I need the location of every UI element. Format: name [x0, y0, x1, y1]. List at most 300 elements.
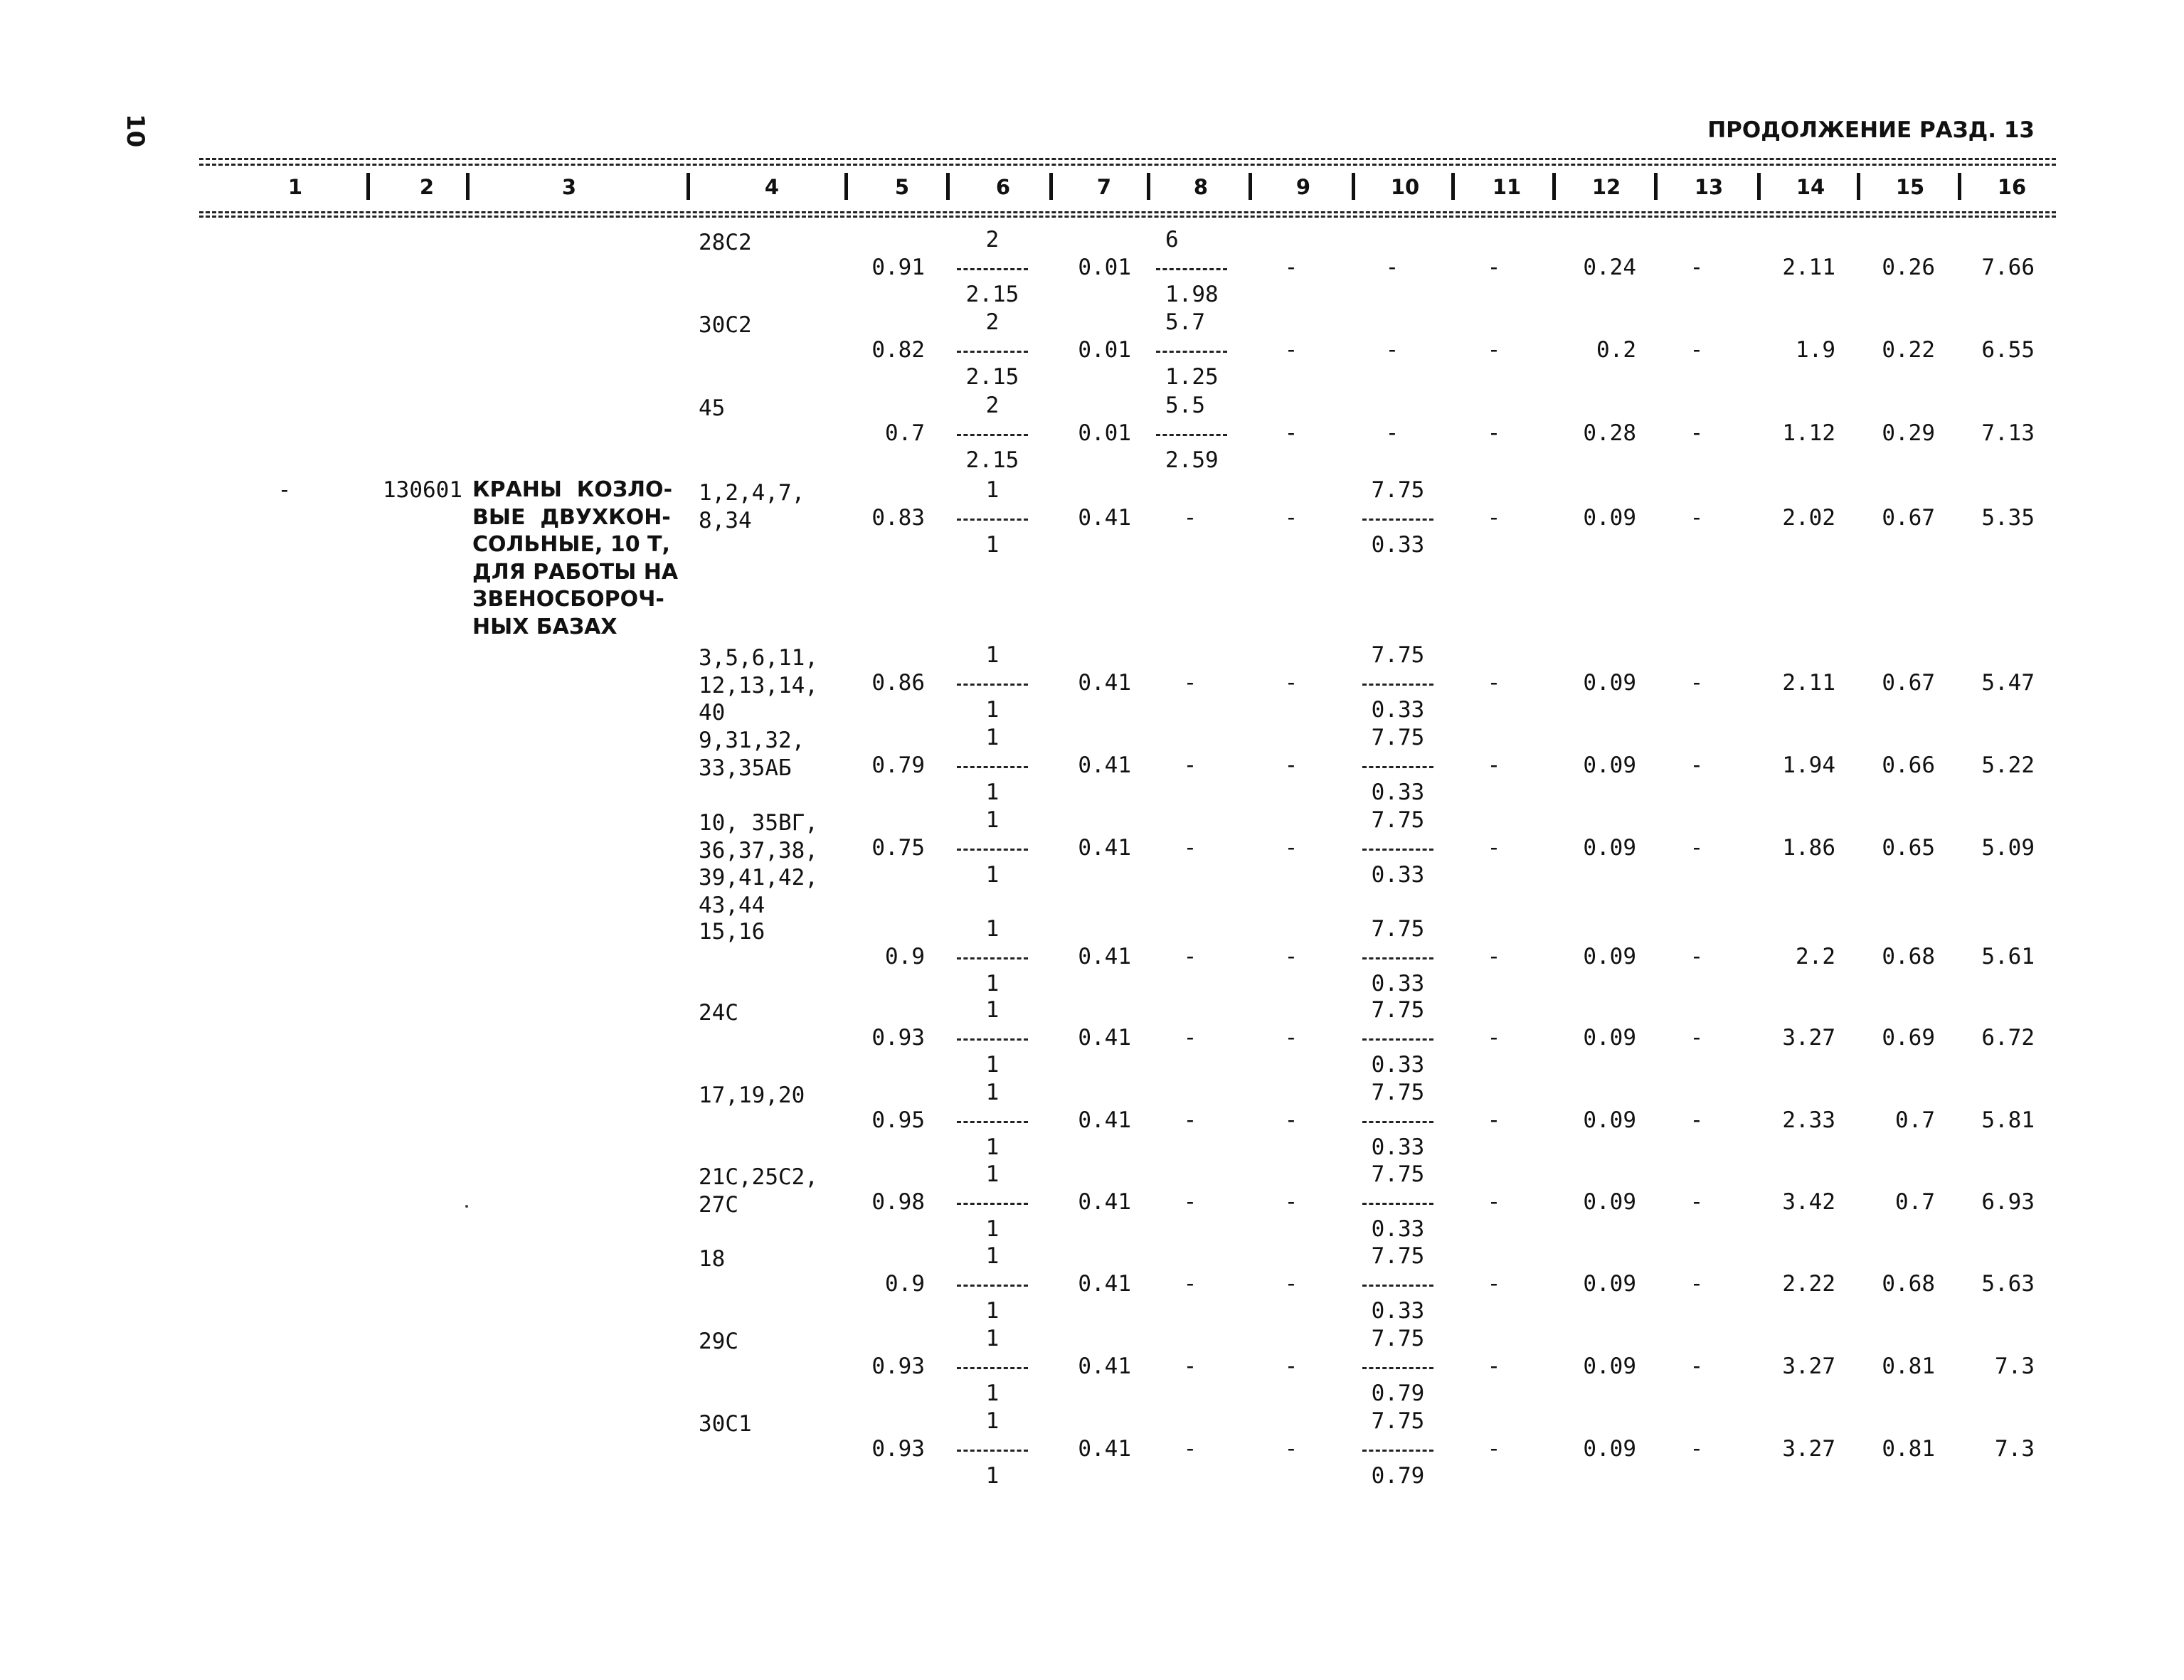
cell-col10: - [1385, 336, 1399, 363]
cell-col7: 0.41 [1078, 1107, 1131, 1133]
cell-col6-denominator: 1 [985, 1134, 1000, 1160]
cell-col15: 0.67 [1882, 504, 1935, 531]
cell-col13: - [1690, 336, 1704, 363]
fraction-bar-col6 [957, 519, 1028, 521]
cell-col12: 0.28 [1583, 420, 1636, 446]
cell-col8-numerator: 6 [1165, 227, 1179, 252]
cell-col16: 7.66 [1981, 254, 2035, 280]
object-list-line: 36,37,38, [699, 837, 818, 863]
cell-col15: 0.7 [1895, 1107, 1935, 1133]
group-name-line: ДЛЯ РАБОТЫ НА [472, 559, 679, 585]
cell-col16: 5.35 [1981, 504, 2035, 531]
column-separator [1958, 173, 1961, 200]
object-list-line: 9,31,32, [699, 728, 805, 753]
column-header-8: 8 [1193, 175, 1209, 199]
cell-col14: 2.02 [1782, 504, 1835, 531]
cell-col7: 0.41 [1078, 1270, 1131, 1297]
cell-col10-numerator: 7.75 [1371, 807, 1425, 833]
fraction-bar-col8 [1156, 268, 1227, 270]
cell-col14: 3.27 [1782, 1353, 1835, 1379]
fraction-bar-col6 [957, 957, 1028, 959]
cell-col8: - [1183, 834, 1197, 861]
column-header-13: 13 [1694, 175, 1724, 199]
cell-col13: - [1690, 1270, 1704, 1297]
cell-col13: - [1690, 1107, 1704, 1133]
header-top-rule [199, 158, 2056, 160]
cell-col5: 0.93 [871, 1024, 925, 1051]
fraction-bar-col10 [1362, 1285, 1433, 1287]
object-list-line: 29С [699, 1329, 738, 1354]
cell-col13: - [1690, 669, 1704, 696]
cell-object-list [699, 1328, 848, 1356]
cell-col7: 0.41 [1078, 752, 1131, 778]
cell-col13: - [1690, 1353, 1704, 1379]
cell-col11: - [1487, 943, 1501, 969]
column-separator [1857, 173, 1860, 200]
cell-col9: - [1284, 1270, 1298, 1297]
cell-col8: - [1183, 752, 1197, 778]
cell-col16: 7.13 [1981, 420, 2035, 446]
cell-col13: - [1690, 1435, 1704, 1462]
group-code: 130601 [383, 477, 462, 503]
cell-col10-numerator: 7.75 [1371, 725, 1425, 750]
cell-col11: - [1487, 336, 1501, 363]
object-list-line: 3,5,6,11, [699, 645, 818, 671]
fraction-bar-col6 [957, 1450, 1028, 1452]
cell-object-list [699, 1082, 848, 1110]
fraction-bar-col6 [957, 434, 1028, 436]
cell-col14: 3.42 [1782, 1189, 1835, 1215]
cell-col12: 0.09 [1583, 943, 1636, 969]
cell-col12: 0.09 [1583, 1435, 1636, 1462]
cell-col11: - [1487, 669, 1501, 696]
cell-col9: - [1284, 336, 1298, 363]
column-separator [687, 173, 690, 200]
column-separator [1249, 173, 1252, 200]
column-header-6: 6 [995, 175, 1011, 199]
column-header-9: 9 [1295, 175, 1311, 199]
object-list-line: 17,19,20 [699, 1083, 805, 1108]
cell-col7: 0.41 [1078, 1435, 1131, 1462]
cell-col7: 0.41 [1078, 669, 1131, 696]
cell-col5: 0.7 [885, 420, 925, 446]
column-separator [1147, 173, 1150, 200]
cell-col14: 2.11 [1782, 669, 1835, 696]
cell-col16: 5.09 [1981, 834, 2035, 861]
cell-col11: - [1487, 1189, 1501, 1215]
cell-col10-numerator: 7.75 [1371, 1326, 1425, 1351]
cell-col6-denominator: 1 [985, 532, 1000, 558]
cell-col8: - [1183, 669, 1197, 696]
object-list-line: 27С [699, 1191, 738, 1218]
cell-col10: - [1385, 420, 1399, 446]
column-header-2: 2 [419, 175, 435, 199]
cell-object-list [699, 1164, 848, 1218]
cell-col15: 0.7 [1895, 1189, 1935, 1215]
cell-col9: - [1284, 1435, 1298, 1462]
column-header-11: 11 [1492, 175, 1522, 199]
cell-col13: - [1690, 943, 1704, 969]
cell-col8: - [1183, 504, 1197, 531]
cell-col5: 0.91 [871, 254, 925, 280]
object-list-line: 28С2 [699, 230, 752, 255]
cell-col11: - [1487, 834, 1501, 861]
cell-object-list [699, 1245, 848, 1273]
group-name-line: ЗВЕНОСБОРОЧ- [472, 587, 664, 612]
cell-col7: 0.41 [1078, 943, 1131, 969]
cell-col14: 2.22 [1782, 1270, 1835, 1297]
cell-col16: 7.3 [1995, 1435, 2035, 1462]
cell-col11: - [1487, 1353, 1501, 1379]
cell-col8: - [1183, 943, 1197, 969]
group-name-line: СОЛЬНЫЕ, 10 Т, [472, 532, 670, 557]
cell-col6-denominator: 1 [985, 1052, 1000, 1078]
fraction-bar-col6 [957, 1038, 1028, 1041]
cell-col6-numerator: 1 [985, 1161, 1000, 1187]
cell-object-list [699, 312, 848, 339]
column-header-15: 15 [1895, 175, 1925, 199]
cell-col6-denominator: 2.15 [965, 364, 1019, 390]
cell-col7: 0.41 [1078, 504, 1131, 531]
cell-col9: - [1284, 1353, 1298, 1379]
cell-object-list [699, 229, 848, 257]
fraction-bar-col10 [1362, 849, 1433, 851]
cell-col7: 0.01 [1078, 254, 1131, 280]
object-list-line: 21С,25С2, [699, 1164, 818, 1190]
cell-col16: 5.61 [1981, 943, 2035, 969]
cell-col6-denominator: 1 [985, 862, 1000, 888]
cell-col10-denominator: 0.33 [1371, 971, 1425, 996]
cell-object-list [699, 1410, 848, 1438]
cell-col16: 5.22 [1981, 752, 2035, 778]
column-separator [1352, 173, 1355, 200]
cell-col5: 0.93 [871, 1435, 925, 1462]
fraction-bar-col10 [1362, 766, 1433, 768]
object-list-line: 18 [699, 1246, 726, 1272]
cell-col12: 0.09 [1583, 1107, 1636, 1133]
cell-col9: - [1284, 752, 1298, 778]
cell-col6-denominator: 2.15 [965, 447, 1019, 473]
cell-object-list [699, 999, 848, 1027]
cell-col13: - [1690, 752, 1704, 778]
column-header-14: 14 [1796, 175, 1825, 199]
cell-col16: 5.81 [1981, 1107, 2035, 1133]
cell-col8-numerator: 5.7 [1165, 309, 1205, 335]
cell-col15: 0.68 [1882, 943, 1935, 969]
fraction-bar-col10 [1362, 1038, 1433, 1041]
cell-col14: 2.11 [1782, 254, 1835, 280]
cell-col11: - [1487, 1024, 1501, 1051]
cell-col8-denominator: 1.98 [1165, 282, 1219, 307]
cell-col13: - [1690, 1189, 1704, 1215]
cell-col15: 0.68 [1882, 1270, 1935, 1297]
cell-object-list [699, 809, 848, 919]
object-list-line: 39,41,42, [699, 865, 818, 890]
cell-col10-numerator: 7.75 [1371, 1408, 1425, 1434]
group-name [472, 477, 679, 641]
cell-col6-denominator: 1 [985, 780, 1000, 805]
fraction-bar-col6 [957, 766, 1028, 768]
cell-col14: 1.94 [1782, 752, 1835, 778]
cell-col11: - [1487, 420, 1501, 446]
cell-col8: - [1183, 1435, 1197, 1462]
column-header-4: 4 [764, 175, 780, 199]
fraction-bar-col6 [957, 1121, 1028, 1123]
cell-col10-numerator: 7.75 [1371, 642, 1425, 668]
cell-col14: 1.12 [1782, 420, 1835, 446]
cell-col15: 0.66 [1882, 752, 1935, 778]
fraction-bar-col10 [1362, 1450, 1433, 1452]
cell-col7: 0.01 [1078, 420, 1131, 446]
cell-col16: 6.55 [1981, 336, 2035, 363]
fraction-bar-col6 [957, 268, 1028, 270]
cell-object-list [699, 727, 848, 782]
cell-col13: - [1690, 254, 1704, 280]
cell-col10-denominator: 0.33 [1371, 1134, 1425, 1160]
cell-col12: 0.09 [1583, 1024, 1636, 1051]
cell-col7: 0.41 [1078, 1353, 1131, 1379]
cell-col14: 3.27 [1782, 1024, 1835, 1051]
cell-col9: - [1284, 834, 1298, 861]
cell-col10-numerator: 7.75 [1371, 477, 1425, 503]
cell-col9: - [1284, 1107, 1298, 1133]
cell-col6-numerator: 1 [985, 997, 1000, 1023]
fraction-bar-col10 [1362, 684, 1433, 686]
cell-col8: - [1183, 1107, 1197, 1133]
column-separator [466, 173, 470, 200]
cell-object-list [699, 479, 848, 534]
column-separator [1552, 173, 1556, 200]
fraction-bar-col10 [1362, 1367, 1433, 1369]
cell-col15: 0.22 [1882, 336, 1935, 363]
cell-col6-numerator: 1 [985, 1326, 1000, 1351]
group-flag: - [277, 477, 292, 503]
object-list-line: 45 [699, 395, 726, 421]
column-header-3: 3 [561, 175, 577, 199]
page-number: 10 [121, 114, 149, 148]
fraction-bar-col10 [1362, 957, 1433, 959]
column-header-10: 10 [1390, 175, 1420, 199]
cell-col6-numerator: 1 [985, 807, 1000, 833]
cell-col6-denominator: 1 [985, 1298, 1000, 1324]
cell-col9: - [1284, 420, 1298, 446]
object-list-line: 40 [699, 700, 726, 725]
cell-col15: 0.65 [1882, 834, 1935, 861]
object-list-line: 15,16 [699, 919, 765, 945]
cell-col10-denominator: 0.33 [1371, 532, 1425, 558]
cell-col6-denominator: 1 [985, 971, 1000, 996]
cell-col10-numerator: 7.75 [1371, 1243, 1425, 1269]
cell-col8: - [1183, 1189, 1197, 1215]
fraction-bar-col6 [957, 351, 1028, 353]
column-separator [1654, 173, 1658, 200]
object-list-line: 43,44 [699, 892, 765, 918]
cell-col11: - [1487, 1107, 1501, 1133]
cell-col11: - [1487, 1270, 1501, 1297]
cell-col10-denominator: 0.33 [1371, 1298, 1425, 1324]
cell-col16: 6.72 [1981, 1024, 2035, 1051]
cell-col11: - [1487, 752, 1501, 778]
cell-object-list [699, 395, 848, 422]
header-bottom-rule [199, 211, 2056, 213]
cell-col10-denominator: 0.79 [1371, 1381, 1425, 1406]
column-separator [946, 173, 950, 200]
header-top-rule-2 [199, 164, 2056, 166]
cell-col12: 0.09 [1583, 834, 1636, 861]
cell-col16: 5.47 [1981, 669, 2035, 696]
fraction-bar-col6 [957, 684, 1028, 686]
column-separator [844, 173, 848, 200]
fraction-bar-col10 [1362, 1203, 1433, 1205]
cell-col5: 0.98 [871, 1189, 925, 1215]
cell-col14: 2.2 [1796, 943, 1835, 969]
cell-col12: 0.24 [1583, 254, 1636, 280]
cell-col7: 0.01 [1078, 336, 1131, 363]
cell-col14: 1.86 [1782, 834, 1835, 861]
cell-col14: 1.9 [1796, 336, 1835, 363]
cell-col5: 0.93 [871, 1353, 925, 1379]
column-header-7: 7 [1096, 175, 1112, 199]
cell-col7: 0.41 [1078, 1024, 1131, 1051]
cell-col10-denominator: 0.79 [1371, 1463, 1425, 1489]
cell-col6-denominator: 2.15 [965, 282, 1019, 307]
cell-col8-numerator: 5.5 [1165, 393, 1205, 418]
fraction-bar-col6 [957, 1203, 1028, 1205]
cell-col12: 0.09 [1583, 752, 1636, 778]
column-separator [1757, 173, 1761, 200]
cell-col5: 0.9 [885, 943, 925, 969]
object-list-line: 33,35АБ [699, 755, 792, 781]
cell-col12: 0.09 [1583, 1189, 1636, 1215]
cell-col9: - [1284, 254, 1298, 280]
column-header-16: 16 [1997, 175, 2027, 199]
cell-col10-denominator: 0.33 [1371, 697, 1425, 723]
object-list-line: 1,2,4,7, [699, 480, 805, 506]
column-separator [366, 173, 370, 200]
cell-col10-numerator: 7.75 [1371, 997, 1425, 1023]
object-list-line: 10, 35ВГ, [699, 810, 818, 836]
cell-col15: 0.67 [1882, 669, 1935, 696]
cell-col15: 0.29 [1882, 420, 1935, 446]
cell-col8: - [1183, 1353, 1197, 1379]
cell-col8: - [1183, 1270, 1197, 1297]
cell-object-list [699, 918, 848, 946]
fraction-bar-col10 [1362, 1121, 1433, 1123]
cell-col5: 0.83 [871, 504, 925, 531]
cell-col9: - [1284, 504, 1298, 531]
cell-col6-numerator: 2 [985, 309, 1000, 335]
column-header-12: 12 [1591, 175, 1621, 199]
object-list-line: 24С [699, 1000, 738, 1026]
cell-col5: 0.86 [871, 669, 925, 696]
cell-col12: 0.2 [1596, 336, 1636, 363]
cell-col9: - [1284, 1189, 1298, 1215]
cell-col5: 0.79 [871, 752, 925, 778]
cell-col14: 3.27 [1782, 1435, 1835, 1462]
cell-col6-numerator: 2 [985, 393, 1000, 418]
column-header-1: 1 [287, 175, 303, 199]
cell-col8-denominator: 2.59 [1165, 447, 1219, 473]
fraction-bar-col6 [957, 1285, 1028, 1287]
cell-col6-denominator: 1 [985, 1216, 1000, 1242]
cell-col8: - [1183, 1024, 1197, 1051]
cell-col12: 0.09 [1583, 1353, 1636, 1379]
fraction-bar-col6 [957, 849, 1028, 851]
fraction-bar-col8 [1156, 434, 1227, 436]
cell-col13: - [1690, 834, 1704, 861]
cell-col16: 5.63 [1981, 1270, 2035, 1297]
group-name-line: ВЫЕ ДВУХКОН- [472, 504, 671, 530]
group-name-line: КРАНЫ КОЗЛО- [472, 477, 673, 502]
column-header-5: 5 [894, 175, 910, 199]
header-bottom-rule-2 [199, 216, 2056, 218]
cell-col5: 0.75 [871, 834, 925, 861]
cell-col9: - [1284, 1024, 1298, 1051]
object-list-line: 12,13,14, [699, 672, 818, 698]
cell-col12: 0.09 [1583, 669, 1636, 696]
cell-col15: 0.69 [1882, 1024, 1935, 1051]
cell-col6-numerator: 2 [985, 227, 1000, 252]
cell-col8-denominator: 1.25 [1165, 364, 1219, 390]
cell-col6-numerator: 1 [985, 916, 1000, 942]
cell-col6-numerator: 1 [985, 477, 1000, 503]
cell-col10-denominator: 0.33 [1371, 862, 1425, 888]
cell-col9: - [1284, 669, 1298, 696]
cell-col11: - [1487, 1435, 1501, 1462]
fraction-bar-col8 [1156, 351, 1227, 353]
cell-col11: - [1487, 254, 1501, 280]
cell-col10-numerator: 7.75 [1371, 1080, 1425, 1105]
cell-col6-denominator: 1 [985, 1463, 1000, 1489]
cell-col13: - [1690, 420, 1704, 446]
cell-col6-numerator: 1 [985, 725, 1000, 750]
cell-col12: 0.09 [1583, 504, 1636, 531]
cell-col6-numerator: 1 [985, 642, 1000, 668]
cell-col9: - [1284, 943, 1298, 969]
cell-col15: 0.26 [1882, 254, 1935, 280]
cell-col5: 0.9 [885, 1270, 925, 1297]
cell-col7: 0.41 [1078, 834, 1131, 861]
cell-col16: 6.93 [1981, 1189, 2035, 1215]
cell-col15: 0.81 [1882, 1353, 1935, 1379]
group-name-line: НЫХ БАЗАХ [472, 614, 617, 639]
cell-col10-numerator: 7.75 [1371, 916, 1425, 942]
cell-col13: - [1690, 1024, 1704, 1051]
cell-col12: 0.09 [1583, 1270, 1636, 1297]
cell-col10: - [1385, 254, 1399, 280]
object-list-line: 30С1 [699, 1411, 752, 1437]
fraction-bar-col6 [957, 1367, 1028, 1369]
fraction-bar-col10 [1362, 519, 1433, 521]
cell-col5: 0.82 [871, 336, 925, 363]
stray-dot [465, 1205, 468, 1208]
cell-col6-numerator: 1 [985, 1408, 1000, 1434]
cell-col5: 0.95 [871, 1107, 925, 1133]
cell-col16: 7.3 [1995, 1353, 2035, 1379]
cell-col11: - [1487, 504, 1501, 531]
cell-col6-numerator: 1 [985, 1243, 1000, 1269]
cell-col10-denominator: 0.33 [1371, 1052, 1425, 1078]
cell-col6-denominator: 1 [985, 1381, 1000, 1406]
cell-col6-denominator: 1 [985, 697, 1000, 723]
cell-col15: 0.81 [1882, 1435, 1935, 1462]
object-list-line: 8,34 [699, 507, 752, 533]
column-separator [1451, 173, 1455, 200]
cell-col10-denominator: 0.33 [1371, 780, 1425, 805]
column-separator [1049, 173, 1053, 200]
cell-col7: 0.41 [1078, 1189, 1131, 1215]
object-list-line: 30С2 [699, 312, 752, 338]
